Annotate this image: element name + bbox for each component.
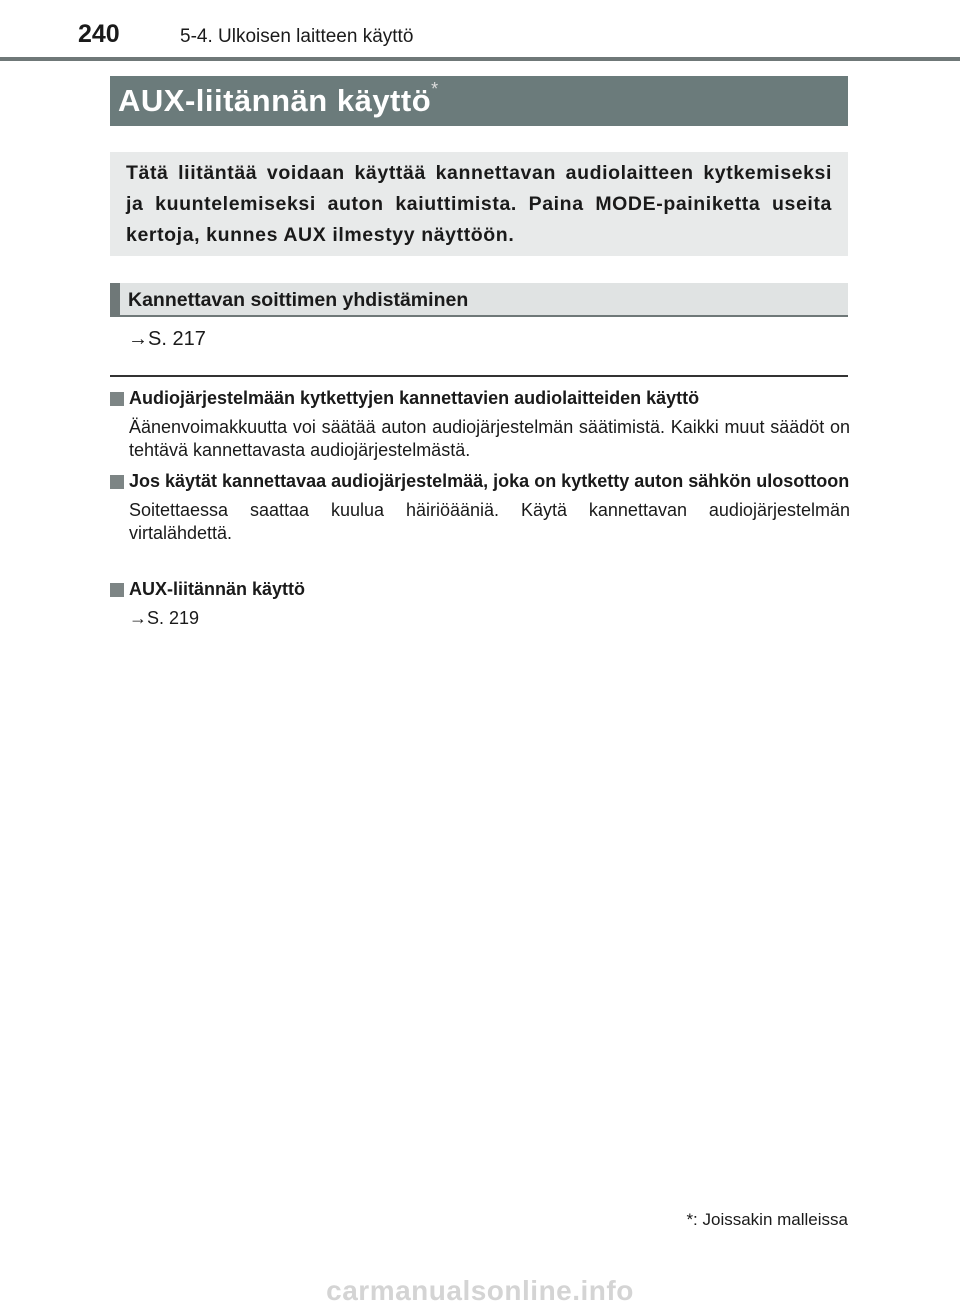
section-title-bar xyxy=(110,76,848,126)
square-bullet-icon xyxy=(110,392,124,406)
note-body: Äänenvoimakkuutta voi säätää auton audiojärjestelmän säätimistä. Kaikki muut säädöt on tehtävä kannettavasta audiojärjestelmästä. xyxy=(129,417,850,460)
intro-box xyxy=(110,152,848,256)
page-number: 240 xyxy=(78,20,120,48)
subheading: Kannettavan soittimen yhdistäminen xyxy=(128,289,469,311)
subheading-bar xyxy=(110,283,848,317)
note-heading: AUX-liitännän käyttö xyxy=(129,579,306,599)
subheading-accent xyxy=(110,283,120,317)
note-item xyxy=(110,577,850,630)
section-title: AUX-liitännän käyttö xyxy=(118,83,432,118)
page-reference[interactable]: →S. 219 xyxy=(129,608,200,628)
chapter-title: 5-4. Ulkoisen laitteen käyttö xyxy=(180,26,414,47)
square-bullet-icon xyxy=(110,583,124,597)
intro-text: Tätä liitäntää voidaan käyttää kannettavan audiolaitteen kytkemiseksi ja kuuntelemiseksi auton kaiuttimista. Paina MODE-painiketta useita kertoja, kunnes AUX ilmestyy näyttöön. xyxy=(126,162,832,246)
square-bullet-icon xyxy=(110,475,124,489)
note-body: Soitettaessa saattaa kuulua häiriöääniä. Käytä kannettavan audiojärjestelmän virtalähdettä. xyxy=(129,500,850,543)
header-divider xyxy=(0,57,960,61)
note-item xyxy=(110,469,850,545)
divider xyxy=(110,375,848,377)
note-heading: Audiojärjestelmään kytkettyjen kannettavien audiolaitteiden käyttö xyxy=(129,388,700,408)
page-reference[interactable]: →S. 217 xyxy=(128,328,206,350)
watermark: carmanualsonline.info xyxy=(326,1275,634,1306)
asterisk-mark: * xyxy=(431,79,439,99)
note-item xyxy=(110,386,850,462)
footnote: *: Joissakin malleissa xyxy=(686,1210,848,1229)
note-heading: Jos käytät kannettavaa audiojärjestelmää, joka on kytketty auton sähkön ulosottoon xyxy=(129,471,850,491)
